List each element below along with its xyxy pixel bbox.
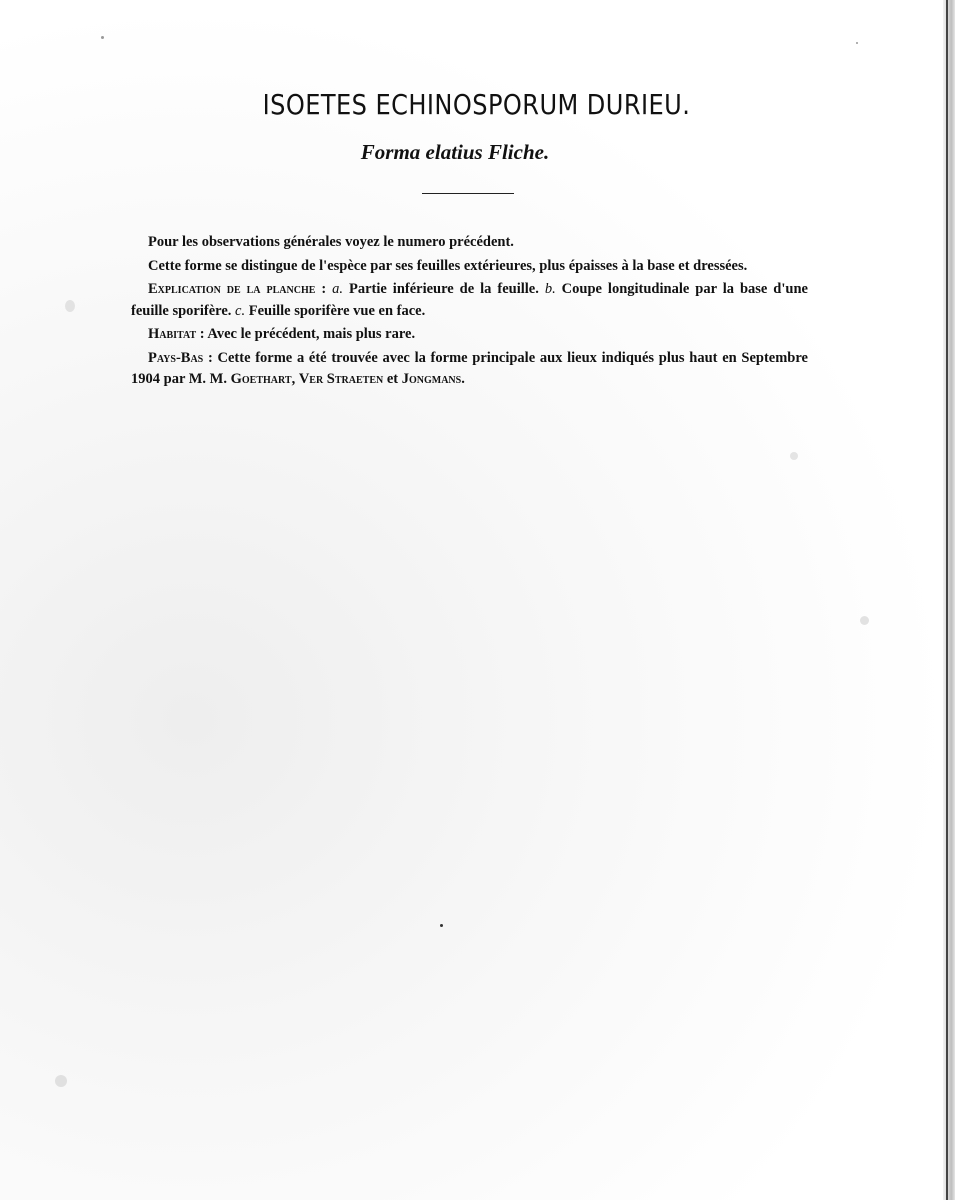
collector-name-2: Ver Straeten bbox=[298, 371, 384, 387]
figure-text-b: Coupe longitudinale par la base d'une feuille sporifère. bbox=[131, 281, 808, 319]
explication-separator: : bbox=[315, 281, 333, 297]
pays-bas-end: . bbox=[461, 371, 465, 387]
collector-name-1: Goethart bbox=[230, 371, 292, 387]
speck bbox=[101, 36, 104, 39]
habitat-text: Avec le précédent, mais plus rare. bbox=[207, 326, 416, 342]
speck bbox=[55, 1075, 67, 1087]
page-edge-shadow bbox=[943, 0, 955, 1200]
page-title: ISOETES ECHINOSPORUM DURIEU. bbox=[262, 88, 691, 121]
pays-bas-separator: : bbox=[203, 349, 218, 366]
name-comma: , bbox=[291, 371, 299, 387]
pays-bas-text: Cette forme a été trouvée avec la forme principale aux lieux indiqués plus haut en Septembre 1904 par M. M. bbox=[131, 349, 808, 387]
figure-text-a: Partie inférieure de la feuille. bbox=[343, 281, 545, 297]
speck bbox=[440, 924, 443, 927]
speck bbox=[856, 42, 858, 44]
speck bbox=[860, 616, 869, 625]
title-divider bbox=[422, 193, 514, 194]
paragraph-distinction: Cette forme se distingue de l'espèce par ses feuilles extérieures, plus épaisses à la base et dressées. bbox=[148, 257, 748, 274]
speck bbox=[65, 300, 75, 312]
figure-text-c: Feuille sporifère vue en face. bbox=[245, 302, 426, 319]
habitat-separator: : bbox=[196, 326, 208, 342]
speck bbox=[790, 452, 798, 460]
page-edge-line bbox=[946, 0, 948, 1200]
figure-letter-a: a. bbox=[332, 281, 344, 297]
paragraph-explication bbox=[131, 279, 808, 322]
habitat-label: Habitat bbox=[148, 326, 197, 342]
body-text bbox=[131, 232, 808, 393]
name-and: et bbox=[383, 371, 402, 387]
collector-name-3: Jongmans bbox=[401, 371, 462, 387]
page-subtitle: Forma elatius Fliche. bbox=[360, 140, 550, 164]
figure-letter-c: c. bbox=[235, 302, 246, 319]
figure-letter-b: b. bbox=[544, 281, 556, 297]
paragraph-observations: Pour les observations générales voyez le numero précédent. bbox=[148, 234, 514, 250]
explication-label: Explication de la planche bbox=[148, 281, 316, 297]
paragraph-pays-bas bbox=[131, 348, 808, 391]
paragraph-habitat bbox=[131, 324, 808, 346]
pays-bas-label: Pays-Bas bbox=[148, 349, 204, 366]
